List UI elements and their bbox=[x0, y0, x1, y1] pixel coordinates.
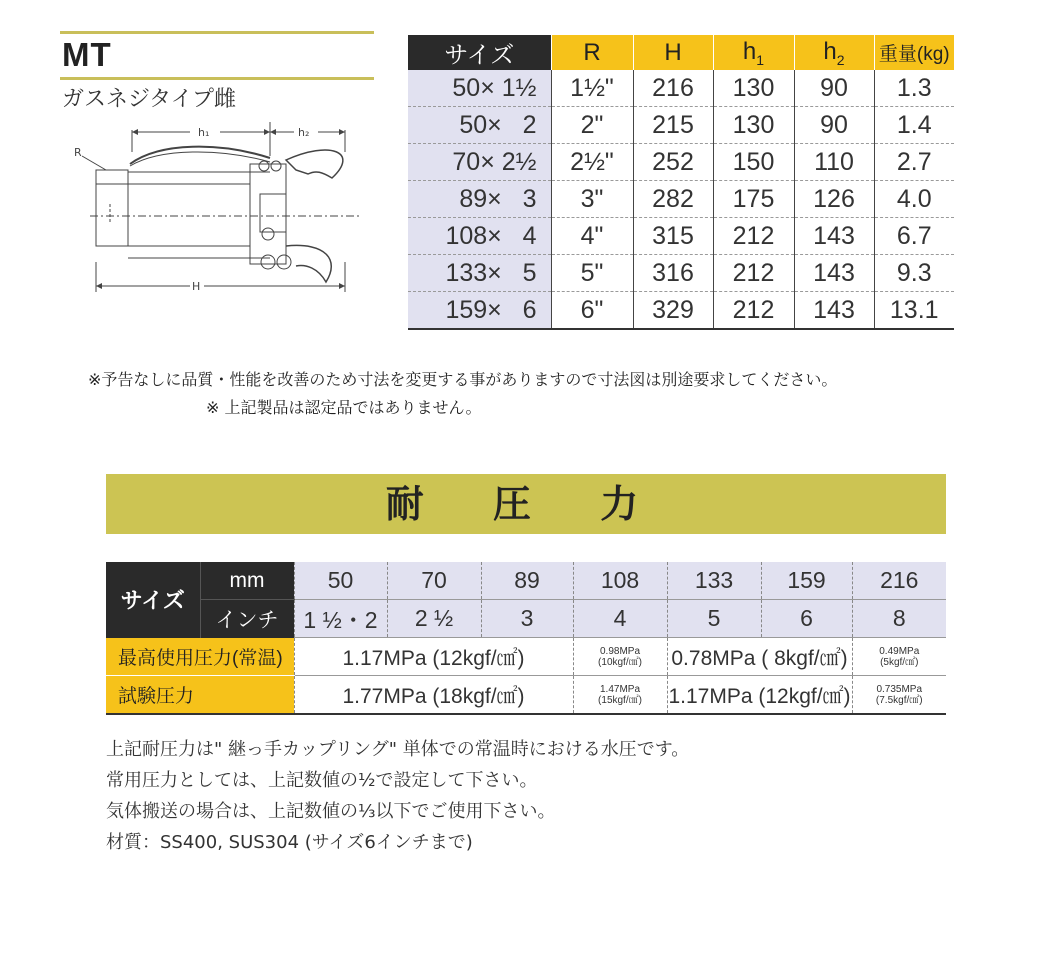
max-pressure-label: 最高使用圧力(常温) bbox=[106, 638, 294, 676]
inch-value: 6 bbox=[761, 600, 852, 638]
title-top-rule bbox=[60, 31, 374, 34]
dimension-table-header-row bbox=[408, 35, 954, 70]
r-cell: 2" bbox=[551, 107, 633, 144]
size-cell: 50× 2 bbox=[408, 107, 551, 144]
header-r: R bbox=[551, 35, 633, 70]
size-cell: 133× 5 bbox=[408, 255, 551, 292]
inch-value: 5 bbox=[667, 600, 761, 638]
mm-value: 133 bbox=[667, 562, 761, 600]
dimension-row bbox=[408, 255, 954, 292]
size-cell: 159× 6 bbox=[408, 292, 551, 330]
header-h: H bbox=[633, 35, 713, 70]
h1-cell: 212 bbox=[713, 292, 794, 330]
note-line: ※予告なしに品質・性能を改善のため寸法を変更する事がありますので寸法図は別途要求してください。 bbox=[88, 370, 838, 389]
test-pressure-value-108: 1.47MPa (15kgf/㎠) bbox=[573, 676, 667, 715]
dimension-row bbox=[408, 181, 954, 218]
mm-value: 70 bbox=[387, 562, 481, 600]
h2-cell: 126 bbox=[794, 181, 874, 218]
mm-value: 50 bbox=[294, 562, 387, 600]
pressure-table bbox=[106, 562, 946, 715]
h2-cell: 143 bbox=[794, 255, 874, 292]
max-pressure-value-133-159: 0.78MPa ( 8kgf/㎠) bbox=[667, 638, 852, 676]
h1-cell: 175 bbox=[713, 181, 794, 218]
overall-length-label: H bbox=[192, 280, 201, 293]
h-cell: 282 bbox=[633, 181, 713, 218]
test-pressure-value: 1.77MPa (18kgf/㎠) bbox=[294, 676, 573, 715]
material-note: 材質：SS400, SUS304 (サイズ6インチまで) bbox=[106, 832, 473, 853]
r-cell: 2½" bbox=[551, 144, 633, 181]
r-cell: 4" bbox=[551, 218, 633, 255]
h2-cell: 143 bbox=[794, 292, 874, 330]
mm-label: mm bbox=[200, 562, 294, 600]
mm-value: 108 bbox=[573, 562, 667, 600]
pressure-note-line: 上記耐圧力は" 継っ手カップリング" 単体での常温時における水圧です。 bbox=[106, 739, 690, 760]
h2-cell: 143 bbox=[794, 218, 874, 255]
inch-value: 4 bbox=[573, 600, 667, 638]
test-pressure-value-133-159: 1.17MPa (12kgf/㎠) bbox=[667, 676, 852, 715]
h1-cell: 212 bbox=[713, 218, 794, 255]
r-cell: 5" bbox=[551, 255, 633, 292]
mm-value: 159 bbox=[761, 562, 852, 600]
size-cell: 50× 1½ bbox=[408, 70, 551, 107]
coupling-dimension-drawing bbox=[70, 112, 370, 302]
header-h2: $h_2$ bbox=[794, 35, 874, 70]
weight-cell: 13.1 bbox=[874, 292, 954, 330]
size-cell: 70× 2½ bbox=[408, 144, 551, 181]
r-cell: 3" bbox=[551, 181, 633, 218]
inch-value: 2 ½ bbox=[387, 600, 481, 638]
mm-row bbox=[106, 562, 946, 600]
h-cell: 316 bbox=[633, 255, 713, 292]
size-cell: 108× 4 bbox=[408, 218, 551, 255]
mm-value: 89 bbox=[481, 562, 573, 600]
r-label: R bbox=[74, 146, 82, 159]
test-pressure-value-216: 0.735MPa (7.5kgf/㎠) bbox=[852, 676, 946, 715]
weight-cell: 9.3 bbox=[874, 255, 954, 292]
test-pressure-row bbox=[106, 676, 946, 715]
weight-cell: 2.7 bbox=[874, 144, 954, 181]
inch-value: 8 bbox=[852, 600, 946, 638]
pressure-note-line: 気体搬送の場合は、上記数値の⅓以下でご使用下さい。 bbox=[106, 801, 556, 822]
dimension-table bbox=[408, 35, 954, 330]
dimension-row bbox=[408, 218, 954, 255]
title-bottom-rule bbox=[60, 77, 374, 80]
h1-cell: 212 bbox=[713, 255, 794, 292]
r-cell: 6" bbox=[551, 292, 633, 330]
h2-cell: 90 bbox=[794, 70, 874, 107]
size-label: サイズ bbox=[106, 562, 200, 638]
dimension-row bbox=[408, 107, 954, 144]
h-cell: 216 bbox=[633, 70, 713, 107]
weight-cell: 1.4 bbox=[874, 107, 954, 144]
h-cell: 315 bbox=[633, 218, 713, 255]
model-code: MT bbox=[62, 36, 112, 73]
inch-row bbox=[106, 600, 946, 638]
h-cell: 252 bbox=[633, 144, 713, 181]
h-cell: 215 bbox=[633, 107, 713, 144]
header-h1: $h_1$ bbox=[713, 35, 794, 70]
inch-label: インチ bbox=[200, 600, 294, 638]
h2-cell: 90 bbox=[794, 107, 874, 144]
h1-cell: 130 bbox=[713, 107, 794, 144]
max-pressure-value-216: 0.49MPa (5kgf/㎠) bbox=[852, 638, 946, 676]
h-cell: 329 bbox=[633, 292, 713, 330]
dimension-row bbox=[408, 70, 954, 107]
h1-cell: 150 bbox=[713, 144, 794, 181]
max-pressure-value: 1.17MPa (12kgf/㎠) bbox=[294, 638, 573, 676]
h2-cell: 110 bbox=[794, 144, 874, 181]
pressure-section-title: 耐 圧 力 bbox=[106, 474, 946, 534]
inch-value: 1 ½・2 bbox=[294, 600, 387, 638]
h1-label: h₁ bbox=[198, 126, 210, 139]
inch-value: 3 bbox=[481, 600, 573, 638]
weight-cell: 6.7 bbox=[874, 218, 954, 255]
weight-cell: 1.3 bbox=[874, 70, 954, 107]
header-size: サイズ bbox=[408, 35, 551, 70]
max-pressure-row bbox=[106, 638, 946, 676]
header-weight: 重量(kg) bbox=[874, 35, 954, 70]
dimension-row bbox=[408, 292, 954, 330]
h2-label: h₂ bbox=[298, 126, 310, 139]
dimension-row bbox=[408, 144, 954, 181]
mm-value: 216 bbox=[852, 562, 946, 600]
h1-cell: 130 bbox=[713, 70, 794, 107]
pressure-notes bbox=[106, 734, 689, 858]
weight-cell: 4.0 bbox=[874, 181, 954, 218]
disclaimer-notes bbox=[88, 366, 837, 422]
pressure-note-line: 常用圧力としては、上記数値の½で設定して下さい。 bbox=[106, 770, 538, 791]
max-pressure-value-108: 0.98MPa (10kgf/㎠) bbox=[573, 638, 667, 676]
test-pressure-label: 試験圧力 bbox=[106, 676, 294, 715]
note-line: ※ 上記製品は認定品ではありません。 bbox=[206, 398, 482, 417]
r-cell: 1½" bbox=[551, 70, 633, 107]
size-cell: 89× 3 bbox=[408, 181, 551, 218]
model-name: ガスネジタイプ雌 bbox=[62, 87, 237, 112]
